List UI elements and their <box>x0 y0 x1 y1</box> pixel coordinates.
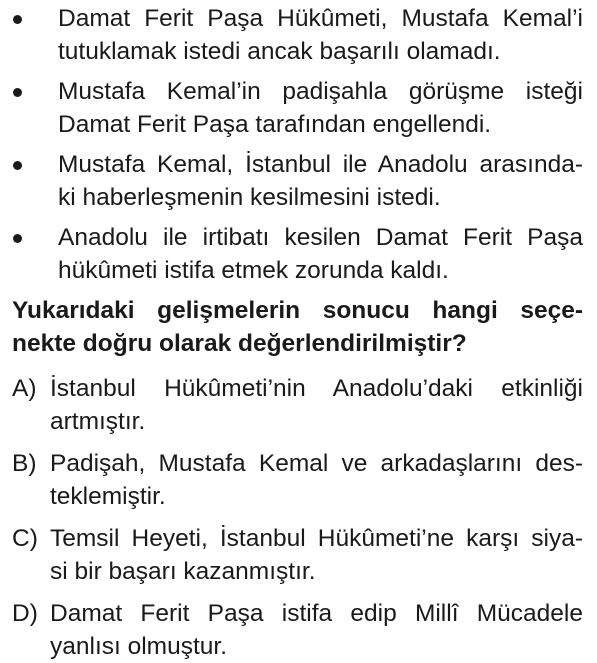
premise-line: Mustafa Kemal’in padişahla görüşme isteği <box>58 78 583 105</box>
option-line: artmıştır. <box>50 408 146 435</box>
premise-line: hükûmeti istifa etmek zorunda kaldı. <box>58 257 449 284</box>
bullet-icon <box>13 88 22 97</box>
premise-item <box>12 148 583 214</box>
option-line: İstanbul Hükûmeti’nin Anadolu’daki etkinliği <box>50 375 583 402</box>
premise-line: tutuklamak istedi ancak başarılı olamadı. <box>58 38 501 65</box>
option-b[interactable] <box>12 447 583 513</box>
premise-line: Damat Ferit Paşa Hükûmeti, Mustafa Kemal’i <box>58 5 583 32</box>
bullet-icon <box>13 234 22 243</box>
option-c[interactable] <box>12 522 583 588</box>
answer-options <box>12 372 583 663</box>
option-line: teklemiştir. <box>50 483 166 510</box>
option-d[interactable] <box>12 597 583 663</box>
bullet-icon <box>13 161 22 170</box>
option-letter: B) <box>12 450 37 477</box>
question-stem <box>12 294 583 360</box>
question-line: Yukarıdaki gelişmelerin sonucu hangi seçe- <box>12 297 583 324</box>
option-line: Damat Ferit Paşa istifa edip Millî Mücadele <box>50 600 583 627</box>
question-line: nekte doğru olarak değerlendirilmiştir? <box>12 330 467 357</box>
premise-line: Mustafa Kemal, İstanbul ile Anadolu arasında- <box>58 151 583 178</box>
option-letter: C) <box>12 525 38 552</box>
option-a[interactable] <box>12 372 583 438</box>
bullet-icon <box>13 15 22 24</box>
premise-list <box>12 2 583 287</box>
premise-line: Damat Ferit Paşa tarafından engellendi. <box>58 111 492 138</box>
premise-item <box>12 221 583 287</box>
premise-line: Anadolu ile irtibatı kesilen Damat Ferit Paşa <box>58 224 583 251</box>
option-line: Temsil Heyeti, İstanbul Hükûmeti’ne karşı siya- <box>50 525 583 552</box>
option-line: yanlısı olmuştur. <box>50 633 228 660</box>
premise-line: ki haberleşmenin kesilmesini istedi. <box>58 184 441 211</box>
premise-item <box>12 75 583 141</box>
option-letter: D) <box>12 600 38 627</box>
option-line: si bir başarı kazanmıştır. <box>50 558 316 585</box>
option-line: Padişah, Mustafa Kemal ve arkadaşlarını des- <box>50 450 583 477</box>
option-letter: A) <box>12 375 37 402</box>
premise-item <box>12 2 583 68</box>
